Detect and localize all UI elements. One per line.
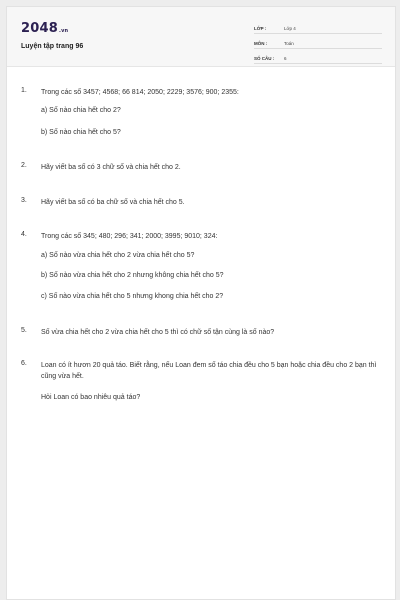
meta-value: Lớp 4	[284, 26, 296, 31]
sub-question: c) Số nào vừa chia hết cho 5 nhưng khong chia hết cho 2?	[41, 293, 224, 300]
question-text: Hãy viết ba số có ba chữ số và chia hết cho 5.	[41, 199, 185, 206]
meta-value: 6	[284, 56, 287, 61]
question-number: 2.	[21, 162, 27, 169]
question-text: Hãy viết ba số có 3 chữ số và chia hết cho 2.	[41, 164, 181, 171]
sub-question: Hỏi Loan có bao nhiêu quả táo?	[41, 394, 141, 401]
question-text: Trong các số 3457; 4568; 66 814; 2050; 2229; 3576; 900; 2355:	[41, 89, 239, 96]
worksheet-header	[7, 7, 395, 67]
meta-info	[254, 21, 382, 66]
question-number: 5.	[21, 327, 27, 334]
worksheet-page	[6, 6, 396, 600]
meta-label: LỚP :	[254, 26, 267, 31]
logo-suffix: .vn	[58, 28, 69, 34]
meta-row-class	[254, 21, 382, 34]
sub-question: a) Số nào chia hết cho 2?	[41, 107, 121, 114]
meta-row-subject	[254, 36, 382, 49]
sub-question: b) Số nào vừa chia hết cho 2 nhưng không chia hết cho 5?	[41, 272, 224, 279]
question-number: 3.	[21, 197, 27, 204]
question-number: 1.	[21, 87, 27, 94]
question-text: Loan có ít hươn 20 quả táo. Biết rằng, nếu Loan đem số táo chia đều cho 5 bạn hoặc chia đều cho 2 bạn thì cũng vừa hết.	[41, 362, 377, 380]
question-number: 6.	[21, 360, 27, 367]
question-text: Trong các số 345; 480; 296; 341; 2000; 3995; 9010; 324:	[41, 233, 218, 240]
site-logo[interactable]	[21, 21, 68, 36]
lesson-title: Luyện tập trang 96	[21, 43, 84, 50]
meta-label: MÔN :	[254, 41, 268, 46]
logo-text: 2048	[21, 21, 58, 36]
question-number: 4.	[21, 231, 27, 238]
sub-question: b) Số nào chia hết cho 5?	[41, 129, 121, 136]
sub-question: a) Số nào vừa chia hết cho 2 vừa chia hết cho 5?	[41, 252, 195, 259]
meta-label: SỐ CÂU :	[254, 56, 275, 61]
meta-value: Toán	[284, 41, 294, 46]
question-text: Số vừa chia hết cho 2 vừa chia hết cho 5 thì có chữ số tận cùng là số nào?	[41, 329, 275, 336]
meta-row-question-count	[254, 51, 382, 64]
